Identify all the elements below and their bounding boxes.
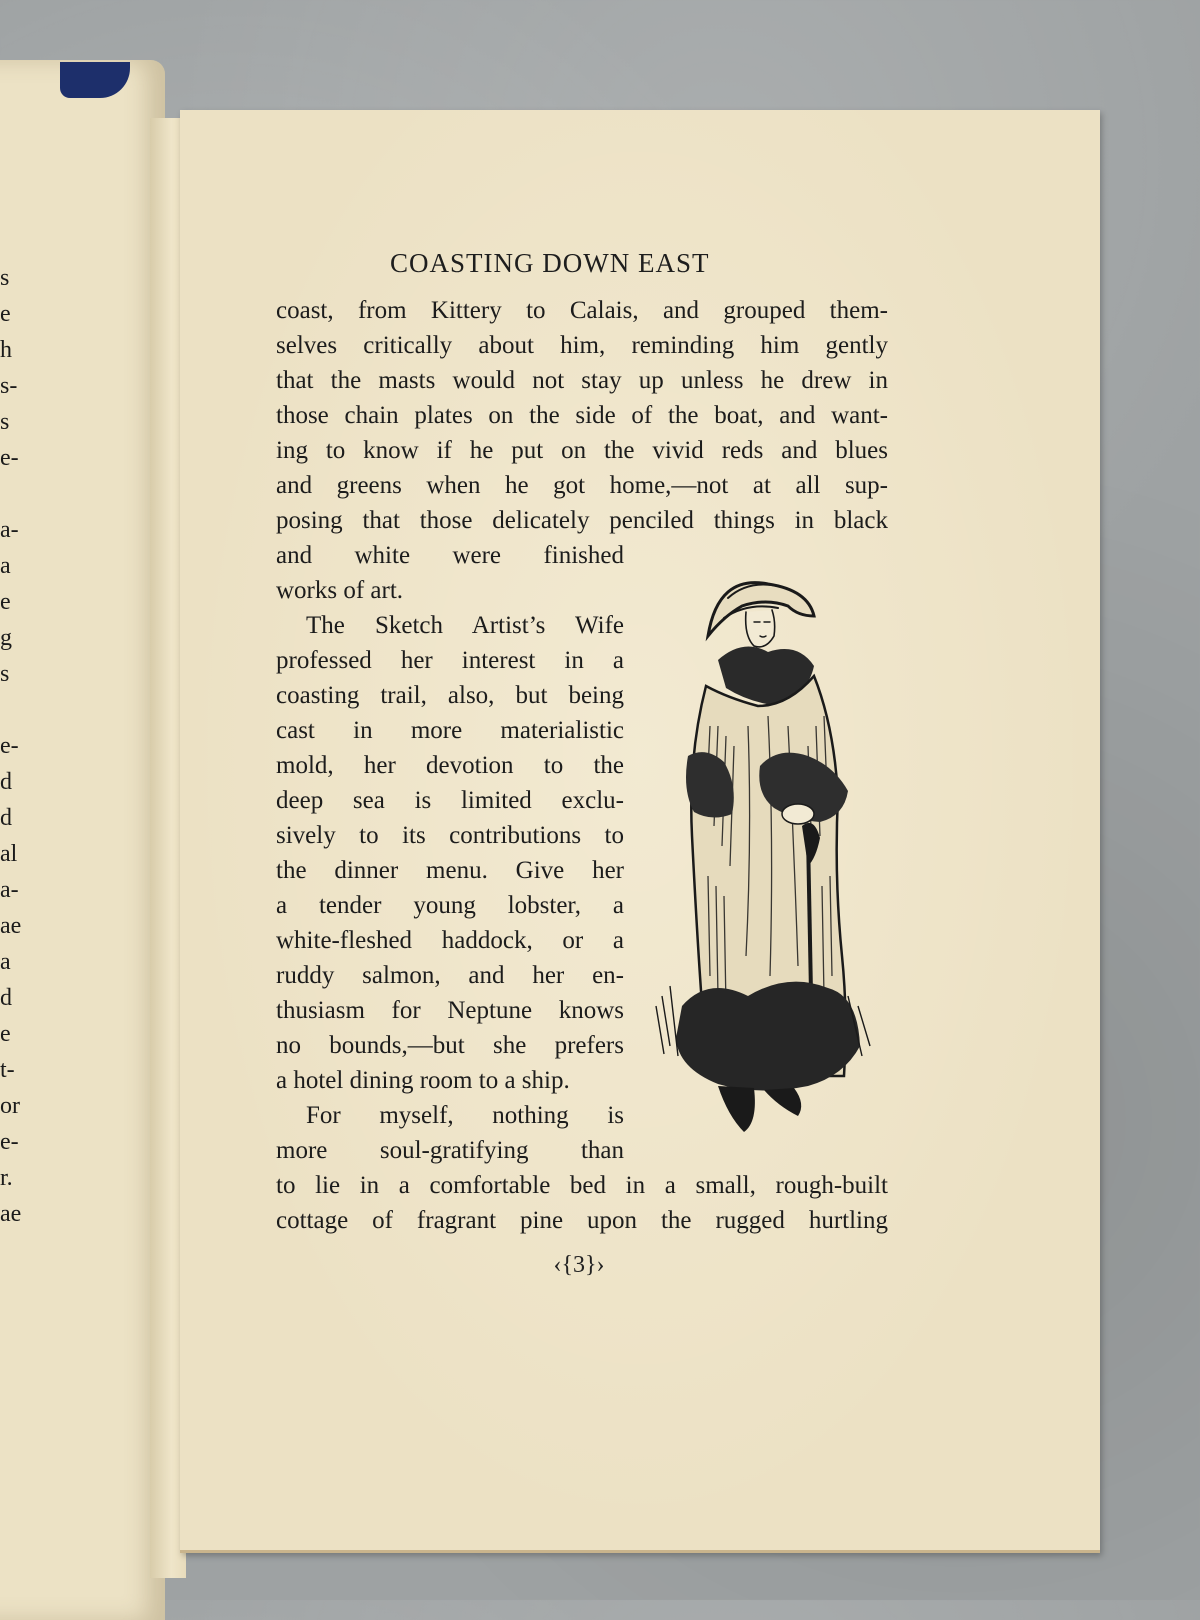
- edge-glyph: h: [0, 337, 12, 363]
- text-line: those chain plates on the side of the boat, and want-: [276, 402, 888, 429]
- text-line: and greens when he got home,—not at all sup-: [276, 472, 888, 499]
- text-line: ruddy salmon, and her en-: [276, 962, 624, 989]
- edge-glyph: ae: [0, 1201, 22, 1227]
- text-line: a hotel dining room to a ship.: [276, 1067, 570, 1094]
- text-line: coasting trail, also, but being: [276, 682, 624, 709]
- edge-glyph: [0, 692, 22, 728]
- edge-glyph: d: [0, 769, 12, 795]
- text-line: no bounds,—but she prefers: [276, 1032, 624, 1059]
- text-line: selves critically about him, reminding him gently: [276, 332, 888, 359]
- text-line: white-fleshed haddock, or a: [276, 927, 624, 954]
- edge-glyph: t-: [0, 1057, 15, 1083]
- text-line: to lie in a comfortable bed in a small, rough-built: [276, 1172, 888, 1199]
- edge-glyph: s-: [0, 373, 18, 399]
- edge-glyph: e-: [0, 1129, 19, 1155]
- edge-glyph: d: [0, 805, 12, 831]
- edge-glyph: a-: [0, 877, 19, 903]
- edge-glyph: r.: [0, 1165, 13, 1191]
- text-line: coast, from Kittery to Calais, and grouped them-: [276, 297, 888, 324]
- edge-glyph: e: [0, 589, 11, 615]
- text-line: a tender young lobster, a: [276, 892, 624, 919]
- text-line: professed her interest in a: [276, 647, 624, 674]
- text-line: cast in more materialistic: [276, 717, 624, 744]
- text-line: thusiasm for Neptune knows: [276, 997, 624, 1024]
- text-line: more soul-gratifying than: [276, 1137, 624, 1164]
- edge-glyph: e: [0, 1021, 11, 1047]
- edge-glyph: s: [0, 661, 10, 687]
- edge-glyph: s: [0, 265, 10, 291]
- edge-glyph: s: [0, 409, 10, 435]
- text-line: that the masts would not stay up unless he drew in: [276, 367, 888, 394]
- running-head: COASTING DOWN EAST: [390, 248, 710, 278]
- edge-glyph: ae: [0, 913, 22, 939]
- edge-glyph: d: [0, 985, 12, 1011]
- edge-glyph: a: [0, 553, 11, 579]
- text-line: sively to its contributions to: [276, 822, 624, 849]
- woman-in-fur-coat-illustration: [648, 576, 878, 1151]
- text-line: posing that those delicately penciled things in black: [276, 507, 888, 534]
- text-line: and white were finished: [276, 542, 624, 569]
- edge-glyph: e-: [0, 445, 19, 471]
- edge-glyph: or: [0, 1093, 20, 1119]
- facing-page-text-edge: [0, 260, 22, 1232]
- facing-page: [0, 60, 165, 1620]
- edge-glyph: al: [0, 841, 18, 867]
- edge-glyph: [0, 476, 22, 512]
- text-line: works of art.: [276, 577, 404, 604]
- page-number: ‹{3}›: [553, 1252, 605, 1278]
- edge-glyph: e-: [0, 733, 19, 759]
- text-line: cottage of fragrant pine upon the rugged hurtling: [276, 1207, 888, 1234]
- text-line: deep sea is limited exclu-: [276, 787, 624, 814]
- edge-glyph: e: [0, 301, 11, 327]
- edge-glyph: a: [0, 949, 11, 975]
- text-line: mold, her devotion to the: [276, 752, 624, 779]
- text-line: the dinner menu. Give her: [276, 857, 624, 884]
- text-line: For myself, nothing is: [306, 1102, 624, 1129]
- text-line: The Sketch Artist’s Wife: [306, 612, 624, 639]
- text-line: ing to know if he put on the vivid reds and blues: [276, 437, 888, 464]
- edge-glyph: a-: [0, 517, 19, 543]
- edge-glyph: g: [0, 625, 12, 651]
- woman-sketch-icon: [648, 576, 878, 1151]
